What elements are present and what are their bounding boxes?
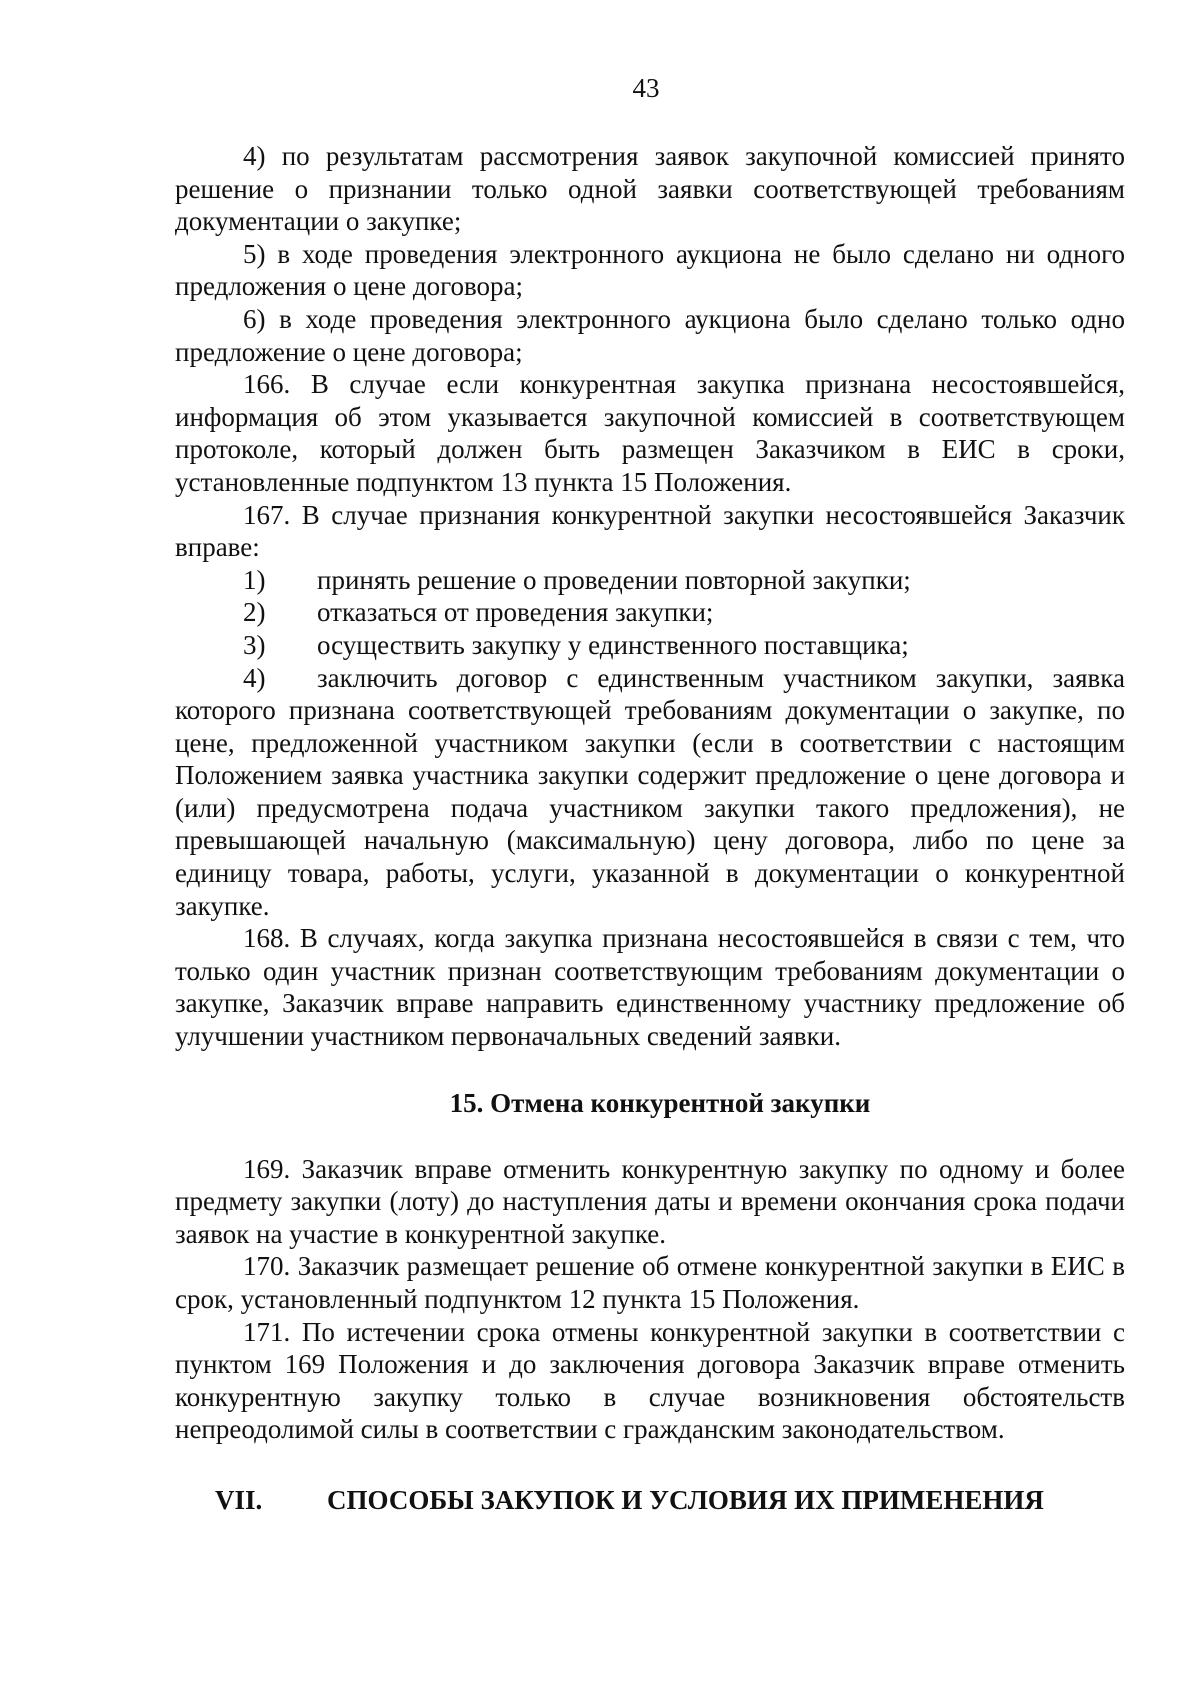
- paragraph-item-5: 5) в ходе проведения электронного аукциона не было сделано ни одного предложения о цене договора;: [175, 238, 1125, 302]
- paragraph-167: 167. В случае признания конкурентной закупки несостоявшейся Заказчик вправе:: [175, 499, 1125, 563]
- paragraph-171: 171. По истечении срока отмены конкурентной закупки в соответствии с пунктом 169 Положения и до заключения договора Заказчик вправе отменить конкурентную закупку только в случае возникновения обстоятельств непреодолимой силы в соответствии с гражданским законодательством.: [175, 1316, 1125, 1445]
- section-heading: [175, 1484, 1125, 1518]
- list-item-text: отказаться от проведения закупки;: [317, 597, 714, 628]
- list-item-number: 3): [243, 629, 266, 660]
- paragraph-169: 169. Заказчик вправе отменить конкурентную закупку по одному и более предмету закупки (лоту) до наступления даты и времени окончания срока подачи заявок на участие в конкурентной закупке.: [175, 1153, 1125, 1249]
- paragraph-168: 168. В случаях, когда закупка признана несостоявшейся в связи с тем, что только один участник признан соответствующим требованиям документации о закупке, Заказчик вправе направить единственному участнику предложение об улучшении участником первоначальных сведений заявки.: [175, 923, 1125, 1052]
- list-item-text: заключить договор с единственным участником закупки, заявка которого признана соответствующей требованиям документации о закупке, по цене, предложенной участником закупки (если в соответствии с настоящим Положением заявка участника закупки содержит предложение о цене договора и (или) предусмотрена подача участником закупки такого предложения), не превышающей начальную (максимальную) цену договора, либо по цене за единицу товара, работы, услуги, указанной в документации о конкурентной закупке.: [175, 662, 1125, 921]
- paragraph-170: 170. Заказчик размещает решение об отмене конкурентной закупки в ЕИС в срок, установленный подпунктом 12 пункта 15 Положения.: [175, 1251, 1125, 1314]
- list-item-number: 4): [243, 662, 266, 693]
- list-item-number: 2): [243, 597, 266, 628]
- subsection-heading: 15. Отмена конкурентной закупки: [449, 1087, 871, 1118]
- list-item-text: принять решение о проведении повторной закупки;: [317, 564, 911, 595]
- paragraph-166: 166. В случае если конкурентная закупка признана несостоявшейся, информация об этом указывается закупочной комиссией в соответствующем протоколе, который должен быть размещен Заказчиком в ЕИС в сроки, установленные подпунктом 13 пункта 15 Положения.: [175, 369, 1125, 497]
- list-item: [175, 564, 1125, 597]
- paragraph-item-4: 4) по результатам рассмотрения заявок закупочной комиссией принято решение о признании только одной заявки соответствующей требованиям документации о закупке;: [175, 141, 1125, 237]
- document-body: [175, 140, 1125, 1518]
- page-number: 43: [632, 73, 660, 103]
- list-item: [175, 662, 1125, 923]
- list-item: [175, 596, 1125, 629]
- paragraph-item-6: 6) в ходе проведения электронного аукциона было сделано только одно предложение о цене договора;: [175, 303, 1125, 367]
- list-item: [175, 629, 1125, 662]
- list-item-text: осуществить закупку у единственного поставщика;: [317, 629, 909, 660]
- section-title: СПОСОБЫ ЗАКУПОК И УСЛОВИЯ ИХ ПРИМЕНЕНИЯ: [327, 1484, 1044, 1515]
- section-number: VII.: [215, 1484, 263, 1515]
- list-item-number: 1): [243, 564, 266, 595]
